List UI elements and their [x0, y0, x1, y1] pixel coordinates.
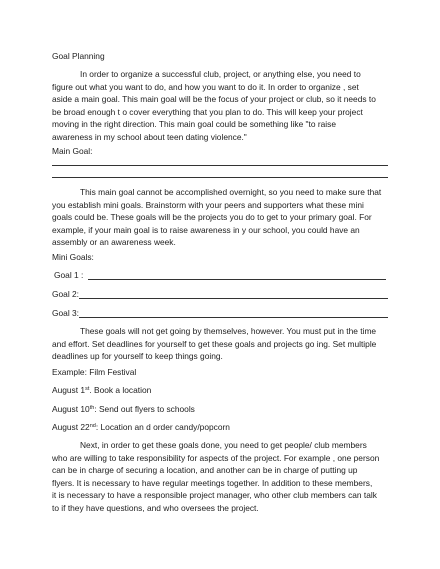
event-item [52, 403, 195, 416]
event-text: : Send out flyers to schools [94, 404, 195, 414]
paragraph-line: be broad enough t o cover everything that you plan to do. This will keep your project [52, 106, 363, 117]
event-date: August 1 [52, 385, 86, 395]
mini-goals-label: Mini Goals: [52, 252, 94, 262]
goal-3-label: Goal 3: [52, 308, 80, 318]
goal-2-label: Goal 2: [52, 289, 80, 299]
paragraph-line: This main goal cannot be accomplished overnight, so you need to make sure that [80, 187, 382, 197]
goal-1-label: Goal 1 : [54, 270, 84, 280]
event-ordinal: th [89, 405, 95, 411]
event-text: : Location an d order candy/popcorn [95, 422, 230, 432]
event-item [52, 421, 230, 434]
paragraph-line: deadlines up for yourself to keep things going. [52, 351, 223, 361]
main-goal-line[interactable] [52, 165, 388, 166]
paragraph-line: can be in charge of securing a location, and another can be in charge of putting up [52, 465, 358, 475]
goal-1-line[interactable] [88, 279, 386, 280]
paragraph-line: These goals will not get going by themselves, however. You must put in the time [80, 326, 377, 336]
goal-3-line[interactable] [79, 317, 388, 318]
event-item [52, 384, 151, 397]
main-goal-line[interactable] [52, 177, 388, 178]
paragraph-line: aside a main goal. This main goal will be the focus of your project or club, so it needs to [52, 94, 376, 104]
paragraph-line: moving in the right direction. This main goal could be something like "to raise [52, 119, 336, 129]
paragraph-line: figure out what you want to do, and how you want to do it. In order to organize , set [52, 81, 359, 92]
paragraph-line: assembly or an awareness week. [52, 237, 176, 247]
example-label: Example: Film Festival [52, 367, 137, 377]
paragraph-line: and effort. Set deadlines for yourself to get these goals and projects go ing. Set multiple [52, 338, 377, 349]
event-date: August 22 [52, 422, 90, 432]
event-ordinal: st [85, 386, 90, 392]
main-goal-label: Main Goal: [52, 146, 93, 156]
paragraph-line: awareness in my school about teen dating violence." [52, 131, 247, 142]
event-text: . Book a location [89, 385, 152, 395]
page-title: Goal Planning [52, 51, 105, 61]
goal-2-line[interactable] [79, 298, 388, 299]
paragraph-line: flyers. It is necessary to have regular meetings together. In addition to these members, [52, 477, 373, 488]
paragraph-line: who are willing to take responsibility for aspects of the project. For example , one person [52, 452, 380, 463]
paragraph-line: it is necessary to have a responsible project manager, who other club members can talk [52, 490, 377, 500]
paragraph-line: to if they have questions, and who oversees the project. [52, 502, 259, 513]
event-ordinal: nd [89, 423, 96, 429]
paragraph-line: you establish mini goals. Brainstorm with your peers and supporters what these mini [52, 199, 364, 210]
paragraph-line: example, if your main goal is to raise awareness in y our school, you could have an [52, 224, 360, 235]
paragraph-line: Next, in order to get these goals done, you need to get people/ club members [80, 440, 367, 450]
paragraph-line: goals could be. These goals will be the projects you do to get to your primary goal. For [52, 212, 372, 222]
event-date: August 10 [52, 404, 90, 414]
paragraph-line: In order to organize a successful club, project, or anything else, you need to [80, 69, 361, 79]
